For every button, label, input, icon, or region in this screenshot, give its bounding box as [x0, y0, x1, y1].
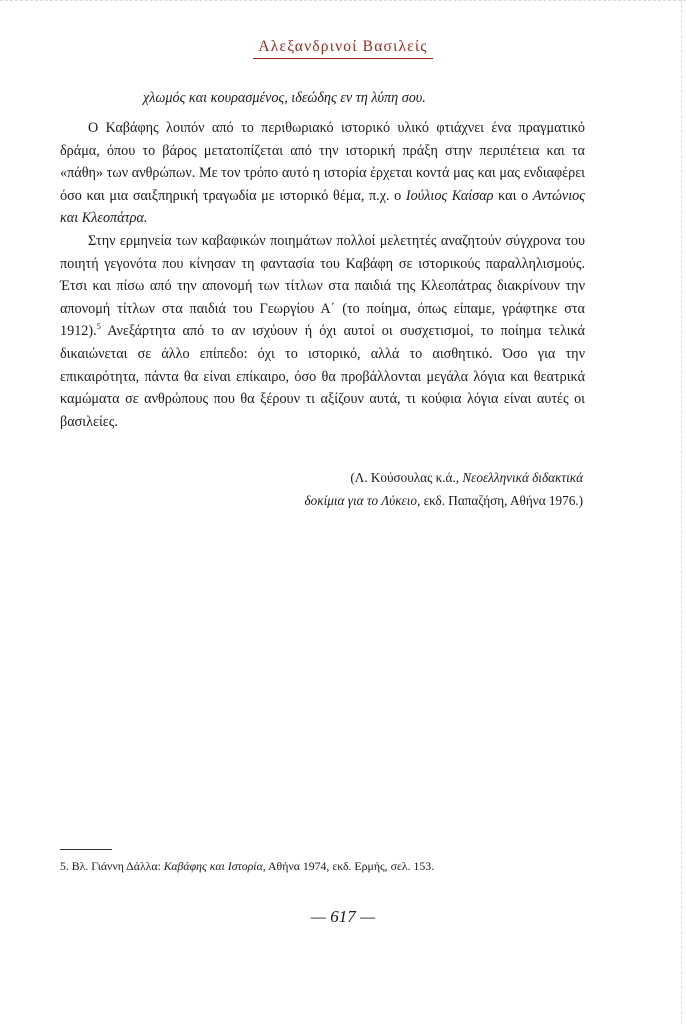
paragraph-2-text-b: Ανεξάρτητα από το αν ισχύουν ή όχι αυτοί οι συσχετισμοί, το ποίημα τελικά δικαιώνεται σε άλλο επίπεδο: όχι το ιστορικό, αλλά το αισθητικό. Όσο για την επικαιρότητα, πάντα θα είναι επίκαιρο, όσο θα προβάλλονται μεγάλα λόγια και θεατρικά καμώματα σε ανθρώπους που θα ξέρουν τι αξίζουν αυτά, τι κούφια λόγια είναι αυτές οι βασιλείες.	[60, 323, 585, 430]
paragraph-1	[60, 117, 585, 230]
running-header	[0, 38, 686, 59]
running-header-rule	[253, 58, 433, 59]
footnote-suffix: , Αθήνα 1974, εκδ. Ερμής, σελ. 153.	[262, 859, 435, 873]
source-publisher: , εκδ. Παπαζήση, Αθήνα 1976.)	[417, 492, 583, 508]
source-citation	[163, 467, 583, 512]
paragraph-1-text-a: Ο Καβάφης λοιπόν από το περιθωριακό ιστορικό υλικό φτιάχνει ένα πραγματικό δράμα, όπου το βάρος μετατοπίζεται από την ιστορική πράξη στην περιπέτεια και τα «πάθη» των ανθρώπων. Με τον τρόπο αυτό η ιστορία έρχεται κοντά μας και μας ενδιαφέρει όσο και μια σαιξπηρική τραγωδία με ιστορικό θέμα, π.χ. ο	[60, 120, 585, 204]
running-header-title: Αλεξανδρινοί Βασιλείς	[258, 38, 428, 55]
footnote-reference[interactable]: 5	[96, 321, 101, 332]
paragraph-1-text-b: και ο	[493, 187, 533, 204]
paragraph-2	[60, 230, 585, 433]
footnote-5	[60, 858, 590, 874]
page-number: — 617 —	[310, 907, 376, 926]
footnote-book-title: Καβάφης και Ιστορία	[163, 859, 263, 873]
source-author: (Λ. Κούσουλας κ.ά.,	[350, 470, 463, 485]
work-title-antony-cleopatra: Αντώνιος και Κλεοπάτρα.	[60, 187, 585, 227]
poem-verse-line: χλωμός και κουρασμένος, ιδεώδης εν τη λύπη σου.	[143, 90, 426, 106]
page-top-edge	[0, 0, 686, 5]
page-right-edge	[680, 0, 682, 1024]
source-book-title-1: Νεοελληνικά διδακτικά	[462, 470, 583, 485]
main-text	[60, 117, 585, 433]
footnote-prefix: 5. Βλ. Γιάννη Δάλλα:	[60, 859, 164, 873]
source-book-title-2: δοκίμια για το Λύκειο	[304, 492, 418, 508]
paragraph-2-text-a: Στην ερμηνεία των καβαφικών ποιημάτων πολλοί μελετητές αναζητούν σύγχρονα του ποιητή γεγονότα που κίνησαν τη φαντασία του Καβάφη σε ιστορικούς παραλληλισμούς. Έτσι και πίσω από την απονομή των τίτλων στα παιδιά της Κλεοπάτρας διακρίνουν την απονομή τίτλων στα παιδιά του Γεωργίου Α΄ (το ποίημα, όπως είπαμε, γράφτηκε στα 1912).	[60, 232, 585, 340]
footnote-separator	[60, 849, 112, 850]
work-title-julius-caesar: Ιούλιος Καίσαρ	[405, 187, 494, 204]
